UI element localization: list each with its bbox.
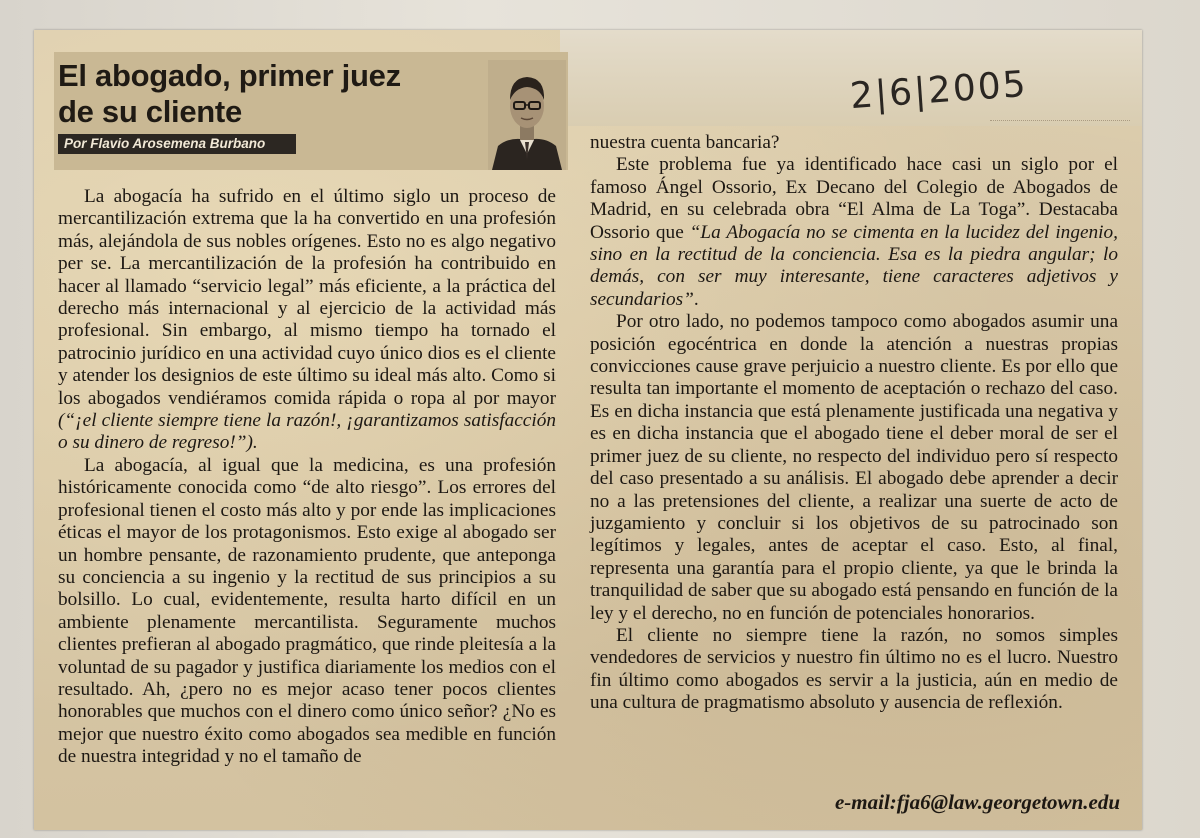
title-line-2: de su cliente <box>58 94 242 129</box>
author-portrait-icon <box>488 60 566 170</box>
author-email[interactable]: e-mail:fja6@law.georgetown.edu <box>834 790 1120 814</box>
paragraph-4: Por otro lado, no podemos tampoco como abogados asumir una posición egocéntrica en donde la atención a nuestras propias convicciones cause grave perjuicio a nuestro cliente. Es por ello que resulta tan importante el momento de aceptación o rechazo del caso. Es en dicha instancia que está plenamente justificada una negativa y es en dicha instancia que el abogado tiene el deber moral de ser el primer juez de su cliente, no respecto del individuo pero sí respecto del caso presentado a su análisis. El abogado debe aprender a decir no a las pretensiones del cliente, a realizar una suerte de acto de juzgamiento y concluir si los objetivos de su patrocinado son legítimos y legales, antes de aceptar el caso. Esto, al final, representa una garantía para el propio cliente, ya que le brinda la tranquilidad de saber que su abogado está pensando en función de la ley y el derecho, no en función de potenciales honorarios. <box>590 311 1118 624</box>
paragraph-3: Este problema fue ya identificado hace casi un siglo por el famoso Ángel Ossorio, Ex Decano del Colegio de Abogados de Madrid, en su celebrada obra “El Alma de La Toga”. Destacaba Ossorio que “La Abogacía no se cimenta en la lucidez del ingenio, sino en la rectitud de la conciencia. Esa es la piedra angular; lo demás, con ser muy interesante, tiene caracteres adjetivos y secundarios”. <box>590 154 1118 310</box>
title-line-1: El abogado, primer juez <box>58 58 401 93</box>
paragraph-1: La abogacía ha sufrido en el último siglo un proceso de mercantilización extrema que la ha convertido en una profesión más, alejándola de sus nobles orígenes. Esto no es algo negativo per se. La mercantilización de la profesión ha contribuido en hacer al llamado “servicio legal” más eficiente, a la práctica del derecho más internacional y al ejercicio de la actividad más profesional. Sin embargo, al mismo tiempo ha tornado el patrocinio jurídico en una actividad cuyo único dios es el cliente y atender los designios de este último su ideal más alto. Como si los abogados vendiéramos comida rápida o ropa al por mayor (“¡el cliente siempre tiene la razón!, ¡garantizamos satisfacción o su dinero de regreso!”). <box>58 186 556 454</box>
article-title <box>58 58 428 130</box>
paragraph-2: La abogacía, al igual que la medicina, es una profesión históricamente conocida como “de alto riesgo”. Los errores del profesional tienen el costo más alto y por ende las implicaciones éticas el mayor de los protagonismos. Esto exige al abogado ser un hombre pensante, de razonamiento prudente, que anteponga su conciencia a su ingenio y la rectitud de sus principios a su bolsillo. Lo cual, evidentemente, resulta harto difícil en un ambiente plenamente mercantilista. Seguramente muchos clientes prefieran al abogado pragmático, que rinde pleitesía a la voluntad de su pagador y justifica diariamente los medios con el resultado. Ah, ¿pero no es mejor acaso tener pocos clientes honorables que muchos con el dinero como único señor? ¿No es mejor que nuestro éxito como abogados sea medible en función de nuestra integridad y no el tamaño de <box>58 454 556 768</box>
quote: (“¡el cliente siempre tiene la razón!, ¡garantizamos satisfacción o su dinero de regreso!”). <box>58 410 556 454</box>
ossorio-quote: “La Abogacía no se cimenta en la lucidez del ingenio, sino en la rectitud de la conciencia. Esa es la piedra angular; lo demás, con ser muy interesante, tiene caracteres adjetivos y secundarios” <box>590 221 1118 310</box>
left-column <box>58 186 556 769</box>
handwritten-date: 2|6|2005 <box>848 63 1029 118</box>
author-byline: Por Flavio Arosemena Burbano <box>58 134 296 154</box>
right-column <box>590 132 1118 715</box>
author-photo <box>488 60 566 170</box>
paragraph-5: El cliente no siempre tiene la razón, no somos simples vendedores de servicios y nuestro fin último no es el lucro. Nuestro fin último como abogados es servir a la justicia, aún en medio de una cultura de pragmatismo absoluto y ausencia de reflexión. <box>590 624 1118 714</box>
paragraph-continuation: nuestra cuenta bancaria? <box>590 132 780 153</box>
